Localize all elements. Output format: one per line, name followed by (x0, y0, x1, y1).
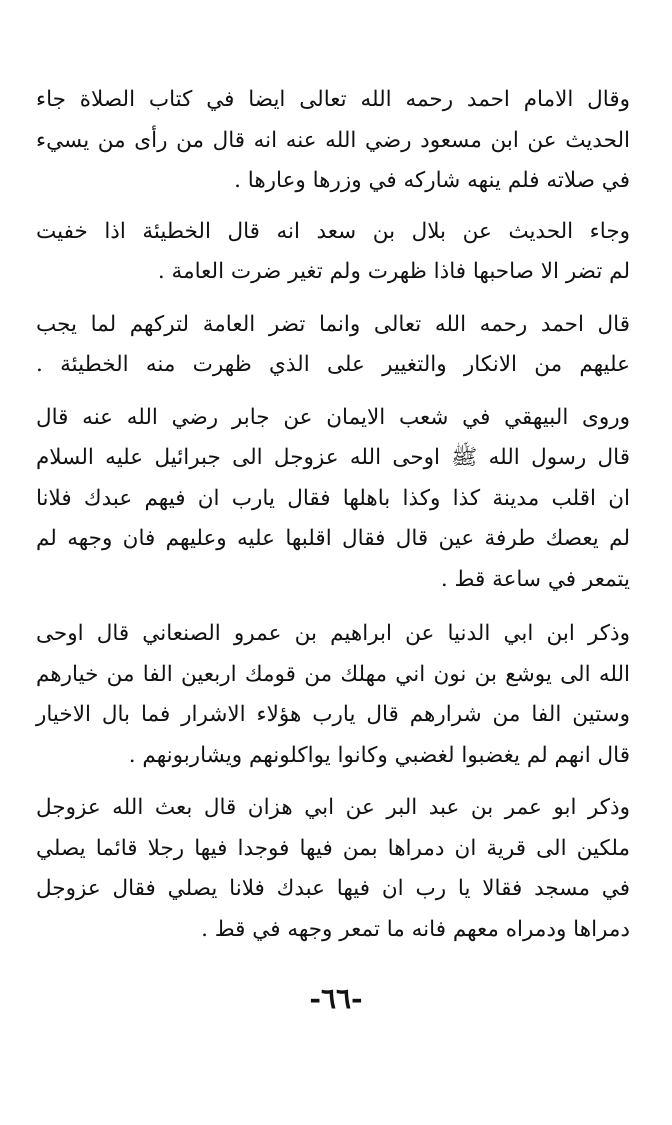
text-line: وجاء الحديث عن بلال بن سعد انه قال الخطيئة اذا خفيت (36, 218, 630, 244)
text-line: دمراها ودمراه معهم فانه ما تمعر وجهه في قط . (201, 916, 630, 942)
text-line: ملكين الى قرية ان دمراها بمن فيها فوجدا فيها رجلا قائما يصلي (36, 835, 630, 861)
text-line: الحديث عن ابن مسعود رضي الله عنه انه قال من رأى من يسيء (36, 127, 630, 153)
text-line: في صلاته فلم ينهه شاركه في وزرها وعارها . (234, 168, 630, 193)
paragraph-5 (36, 614, 630, 776)
text-line: في مسجد فقالا يا رب ان فيها عبدك فلانا يصلي فقال عزوجل (36, 876, 630, 901)
paragraph-1 (36, 80, 630, 202)
text-line: الله الى يوشع بن نون اني مهلك من قومك اربعين الفا من خيارهم (36, 661, 630, 687)
text-line: لم يعصك طرفة عين قال فقال اقلبها عليه وعليهم فان وجهه لم (36, 526, 630, 551)
text-line: وذكر ابو عمر بن عبد البر عن ابي هزان قال بعث الله عزوجل (36, 795, 630, 820)
text-line: وروى البيهقي في شعب الايمان عن جابر رضي الله عنه قال (36, 404, 630, 430)
text-line: وستين الفا من شرارهم قال يارب هؤلاء الاشرار فما بال الاخيار (36, 702, 630, 727)
text-line: لم تضر الا صاحبها فاذا ظهرت ولم تغير ضرت العامة . (157, 259, 630, 284)
paragraph-4 (36, 398, 630, 601)
text-line: عليهم من الانكار والتغيير على الذي ظهرت منه الخطيئة . (36, 352, 630, 377)
text-line: قال انهم لم يغضبوا لغضبي وكانوا يواكلونهم ويشاربونهم . (128, 742, 630, 768)
page-number: -٦٦- (309, 982, 363, 1015)
text-line: وقال الامام احمد رحمه الله تعالى ايضا في كتاب الصلاة جاء (36, 87, 630, 112)
text-line: قال احمد رحمه الله تعالى وانما تضر العامة لتركهم لما يجب (36, 311, 630, 337)
text-line: قال رسول الله ﷺ اوحى الله عزوجل الى جبرائيل عليه السلام (36, 445, 630, 470)
paragraph-3 (36, 305, 630, 386)
paragraph-6 (36, 788, 630, 950)
body-text (36, 80, 630, 950)
text-line: ان اقلب مدينة كذا وكذا باهلها فقال يارب ان فيهم عبدك فلانا (36, 485, 630, 511)
paragraph-2 (36, 212, 630, 293)
text-line: يتمعر في ساعة قط . (440, 566, 630, 592)
text-line: وذكر ابن ابي الدنيا عن ابراهيم بن عمرو الصنعاني قال اوحى (36, 621, 630, 646)
